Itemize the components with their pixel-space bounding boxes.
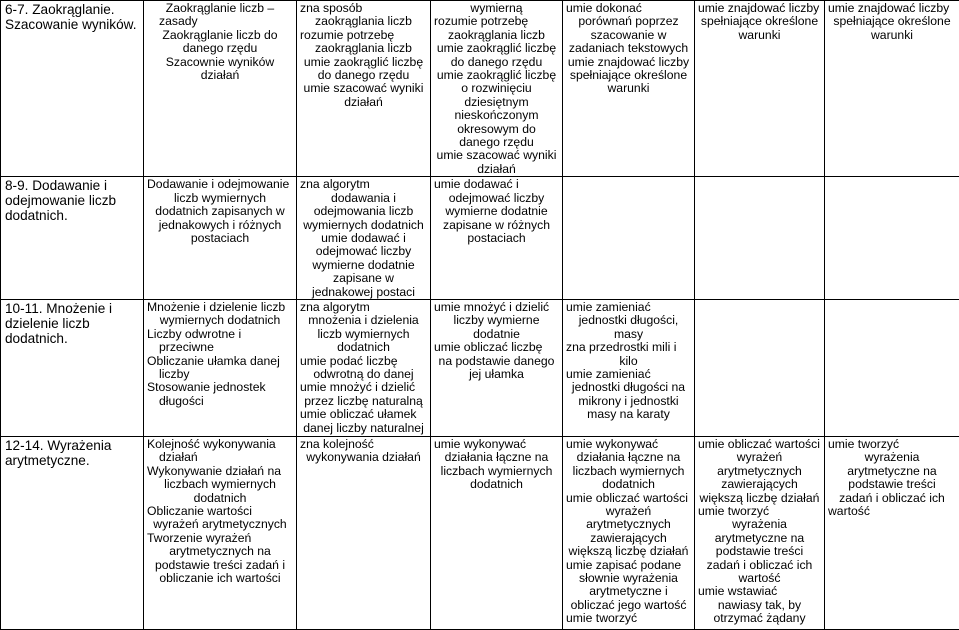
- topic-line: 10-11. Mnożenie i: [5, 301, 140, 316]
- cell-line: słownie wyrażenia: [566, 572, 691, 585]
- cell-line: większą liczbę działań: [698, 492, 821, 505]
- cell-line: większą liczbę działań: [566, 545, 691, 558]
- cell-line: obliczanie ich wartości: [147, 572, 293, 585]
- cell-line: odejmować liczby: [300, 245, 427, 258]
- topic-line: 12-14. Wyrażenia: [5, 438, 140, 453]
- cell-line: umie zapisać podane: [566, 559, 691, 572]
- topic-line: 6-7. Zaokrąglanie.: [5, 2, 140, 17]
- cell-line: liczbach wymiernych: [566, 465, 691, 478]
- cell-line: zaokrąglania liczb: [300, 15, 427, 28]
- table-row: [1, 177, 959, 300]
- cell-col5: [695, 177, 825, 300]
- cell-line: mnożenia i dzielenia: [300, 314, 427, 327]
- cell-line: rozumie potrzebę: [300, 29, 427, 42]
- table-body: [1, 1, 959, 630]
- cell-line: do danego rzędu: [434, 56, 559, 69]
- cell-line: umie szacować wyniki: [434, 149, 559, 162]
- cell-line: zna algorytm: [300, 178, 427, 191]
- cell-col4: [563, 177, 695, 300]
- cell-line: umie wykonywać: [434, 438, 559, 451]
- cell-line: warunki: [566, 82, 691, 95]
- cell-col3: [431, 299, 563, 436]
- cell-line: jednostki długości na: [566, 381, 691, 394]
- cell-line: umie obliczać wartości: [566, 492, 691, 505]
- cell-line: umie dokonać: [566, 2, 691, 15]
- cell-line: umie wstawiać: [698, 585, 821, 598]
- cell-col2: [297, 1, 431, 177]
- cell-line: arytmetycznych: [566, 518, 691, 531]
- cell-col6: [825, 436, 959, 629]
- cell-line: zadań i obliczać ich: [698, 559, 821, 572]
- cell-col3: [431, 177, 563, 300]
- cell-line: jednakowych i różnych: [147, 219, 293, 232]
- cell-line: Dodawanie i odejmowanie: [147, 178, 293, 191]
- cell-line: jej ułamka: [434, 368, 559, 381]
- cell-line: wyrażeń: [698, 451, 821, 464]
- cell-line: umie zaokrąglić liczbę: [300, 56, 427, 69]
- cell-line: arytmetycznych: [698, 465, 821, 478]
- cell-line: działania łączne na: [434, 451, 559, 464]
- cell-col6: [825, 1, 959, 177]
- cell-line: umie zaokrąglić liczbę: [434, 69, 559, 82]
- cell-col2: [297, 177, 431, 300]
- cell-line: umie mnożyć i dzielić: [434, 301, 559, 314]
- cell-line: działań: [147, 451, 293, 464]
- cell-line: jednostki długości,: [566, 314, 691, 327]
- cell-line: działań: [434, 163, 559, 176]
- cell-col1: [144, 299, 297, 436]
- cell-col2: [297, 436, 431, 629]
- cell-line: zaokrąglania liczb: [300, 42, 427, 55]
- cell-col1: [144, 177, 297, 300]
- cell-line: obliczać jego wartość: [566, 599, 691, 612]
- cell-line: wymierne dodatnie: [434, 205, 559, 218]
- cell-line: umie tworzyć: [828, 438, 956, 451]
- topic-cell: [1, 299, 144, 436]
- cell-line: wyrażenia: [828, 451, 956, 464]
- cell-line: kilo: [566, 355, 691, 368]
- cell-line: umie szacować wyniki: [300, 82, 427, 95]
- cell-line: okresowym do: [434, 123, 559, 136]
- cell-col6: [825, 299, 959, 436]
- cell-line: porównań poprzez: [566, 15, 691, 28]
- topic-cell: [1, 436, 144, 629]
- cell-line: spełniające określone: [698, 15, 821, 28]
- cell-line: liczby wymierne: [434, 314, 559, 327]
- cell-line: umie obliczać wartości: [698, 438, 821, 451]
- cell-line: Obliczanie ułamka danej: [147, 355, 293, 368]
- cell-col4: [563, 436, 695, 629]
- cell-line: działań: [300, 96, 427, 109]
- topic-line: dodatnich.: [5, 208, 140, 223]
- cell-line: Wykonywanie działań na: [147, 465, 293, 478]
- cell-line: warunki: [828, 29, 956, 42]
- cell-line: wymierną: [434, 2, 559, 15]
- cell-line: dodatnich: [300, 341, 427, 354]
- cell-line: liczbach wymiernych: [147, 478, 293, 491]
- cell-line: zasady: [147, 15, 293, 28]
- cell-line: działania łączne na: [566, 451, 691, 464]
- topic-line: 8-9. Dodawanie i: [5, 178, 140, 193]
- cell-line: przeciwne: [147, 341, 293, 354]
- cell-line: Kolejność wykonywania: [147, 438, 293, 451]
- cell-line: nawiasy tak, by: [698, 599, 821, 612]
- cell-col1: [144, 1, 297, 177]
- cell-line: dodatnich: [566, 478, 691, 491]
- cell-line: wyrażeń arytmetycznych: [147, 518, 293, 531]
- cell-line: arytmetyczne na: [828, 465, 956, 478]
- cell-line: zadaniach tekstowych: [566, 42, 691, 55]
- cell-line: umie obliczać liczbę: [434, 341, 559, 354]
- cell-line: jednakowej postaci: [300, 286, 427, 299]
- cell-line: podstawie treści zadań i: [147, 559, 293, 572]
- cell-line: danego rzędu: [147, 42, 293, 55]
- cell-col2: [297, 299, 431, 436]
- topic-cell: [1, 1, 144, 177]
- cell-line: masy: [566, 328, 691, 341]
- cell-line: postaciach: [147, 232, 293, 245]
- cell-line: dodatnich: [434, 478, 559, 491]
- topic-line: dodatnich.: [5, 331, 140, 346]
- cell-line: wymiernych dodatnich: [300, 219, 427, 232]
- topic-line: Szacowanie wyników.: [5, 17, 140, 32]
- cell-line: danego rzędu: [434, 136, 559, 149]
- cell-line: umie wykonywać: [566, 438, 691, 451]
- cell-line: działań: [147, 69, 293, 82]
- cell-line: umie znajdować liczby: [698, 2, 821, 15]
- cell-col1: [144, 436, 297, 629]
- cell-line: umie zamieniać: [566, 368, 691, 381]
- cell-line: mikrony i jednostki: [566, 395, 691, 408]
- cell-line: na podstawie danego: [434, 355, 559, 368]
- cell-line: Zaokrąglanie liczb do: [147, 29, 293, 42]
- cell-line: podstawie treści: [828, 478, 956, 491]
- cell-line: wyrażeń: [566, 505, 691, 518]
- cell-line: Mnożenie i dzielenie liczb: [147, 301, 293, 314]
- cell-line: otrzymać żądany: [698, 612, 821, 625]
- cell-line: dodatnich zapisanych w: [147, 205, 293, 218]
- cell-line: odejmować liczby: [434, 192, 559, 205]
- cell-line: umie zamieniać: [566, 301, 691, 314]
- topic-line: arytmetyczne.: [5, 453, 140, 468]
- topic-line: odejmowanie liczb: [5, 193, 140, 208]
- cell-line: arytmetyczne i: [566, 585, 691, 598]
- cell-line: zapisane w: [300, 272, 427, 285]
- cell-line: dodawania i: [300, 192, 427, 205]
- cell-line: zna algorytm: [300, 301, 427, 314]
- cell-col5: [695, 1, 825, 177]
- cell-line: odejmowania liczb: [300, 205, 427, 218]
- topic-line: dzielenie liczb: [5, 316, 140, 331]
- cell-line: umie znajdować liczby: [566, 56, 691, 69]
- cell-line: zawierających: [566, 532, 691, 545]
- cell-line: szacowanie w: [566, 29, 691, 42]
- cell-col3: [431, 436, 563, 629]
- cell-line: Liczby odwrotne i: [147, 328, 293, 341]
- cell-line: warunki: [698, 29, 821, 42]
- cell-line: przez liczbę naturalną: [300, 395, 427, 408]
- cell-line: spełniające określone: [566, 69, 691, 82]
- cell-line: umie dodawać i: [300, 232, 427, 245]
- cell-line: umie zaokrąglić liczbę: [434, 42, 559, 55]
- cell-line: zaokrąglania liczb: [434, 29, 559, 42]
- cell-line: zadań i obliczać ich: [828, 492, 956, 505]
- cell-line: arytmetyczne na: [698, 532, 821, 545]
- cell-line: dodatnie: [434, 328, 559, 341]
- cell-line: zna przedrostki mili i: [566, 341, 691, 354]
- table-row: [1, 436, 959, 629]
- cell-line: umie znajdować liczby: [828, 2, 956, 15]
- cell-line: spełniające określone: [828, 15, 956, 28]
- cell-line: umie dodawać i: [434, 178, 559, 191]
- cell-line: masy na karaty: [566, 408, 691, 421]
- cell-col3: [431, 1, 563, 177]
- table-row: [1, 1, 959, 177]
- cell-line: wykonywania działań: [300, 451, 427, 464]
- cell-line: umie tworzyć: [698, 505, 821, 518]
- cell-line: długości: [147, 395, 293, 408]
- cell-line: liczb wymiernych: [147, 192, 293, 205]
- cell-col4: [563, 299, 695, 436]
- cell-line: dodatnich: [147, 492, 293, 505]
- cell-line: umie podać liczbę: [300, 355, 427, 368]
- cell-line: liczby: [147, 368, 293, 381]
- cell-col5: [695, 436, 825, 629]
- cell-col4: [563, 1, 695, 177]
- cell-line: zapisane w różnych: [434, 219, 559, 232]
- cell-line: wartość: [698, 572, 821, 585]
- cell-line: liczbach wymiernych: [434, 465, 559, 478]
- cell-line: wyrażenia: [698, 518, 821, 531]
- cell-line: umie tworzyć: [566, 612, 691, 625]
- cell-line: zna kolejność: [300, 438, 427, 451]
- cell-line: wartość: [828, 505, 956, 518]
- cell-col5: [695, 299, 825, 436]
- cell-line: nieskończonym: [434, 109, 559, 122]
- cell-line: odwrotną do danej: [300, 368, 427, 381]
- topic-cell: [1, 177, 144, 300]
- cell-line: Stosowanie jednostek: [147, 381, 293, 394]
- table-row: [1, 299, 959, 436]
- cell-line: Zaokrąglanie liczb –: [147, 2, 293, 15]
- cell-line: Tworzenie wyrażeń: [147, 532, 293, 545]
- cell-line: do danego rzędu: [300, 69, 427, 82]
- cell-line: zawierających: [698, 478, 821, 491]
- cell-line: umie obliczać ułamek: [300, 408, 427, 421]
- cell-line: umie mnożyć i dzielić: [300, 381, 427, 394]
- cell-line: danej liczby naturalnej: [300, 422, 427, 435]
- cell-line: wymiernych dodatnich: [147, 314, 293, 327]
- cell-line: podstawie treści: [698, 545, 821, 558]
- cell-col6: [825, 177, 959, 300]
- cell-line: wymierne dodatnie: [300, 259, 427, 272]
- cell-line: arytmetycznych na: [147, 545, 293, 558]
- cell-line: Szacownie wyników: [147, 56, 293, 69]
- cell-line: rozumie potrzebę: [434, 15, 559, 28]
- cell-line: liczb wymiernych: [300, 328, 427, 341]
- cell-line: zna sposób: [300, 2, 427, 15]
- cell-line: Obliczanie wartości: [147, 505, 293, 518]
- cell-line: o rozwinięciu: [434, 82, 559, 95]
- cell-line: postaciach: [434, 232, 559, 245]
- cell-line: dziesiętnym: [434, 96, 559, 109]
